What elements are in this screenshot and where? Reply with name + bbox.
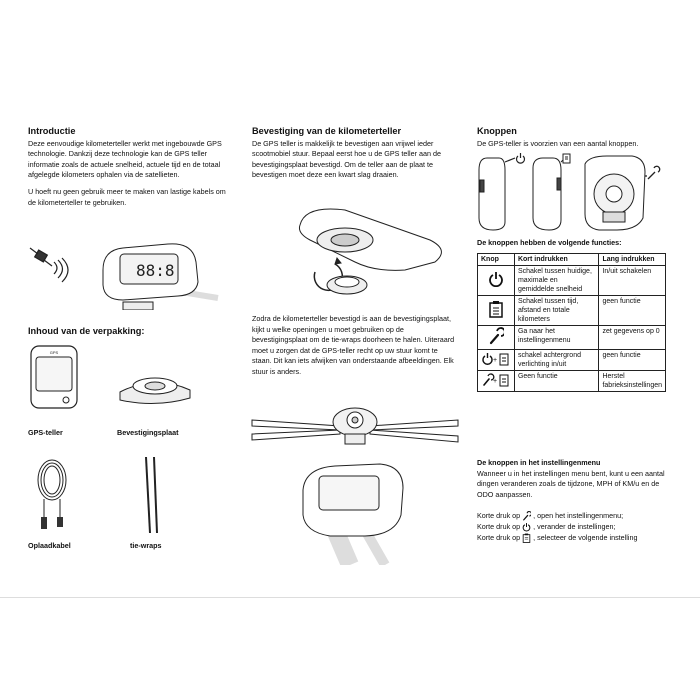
- mount-paragraph-1: De GPS teller is makkelijk te bevestigen aan vrijwel ieder scootmobiel stuur. Bepaal eerst hoe u de GPS teller aan de bevestigingsplaat bevestigd. Om de teller aan de plaat te bevestigen moet deze een kwart slag draaien.: [252, 138, 441, 180]
- instruction-line: [477, 510, 682, 521]
- settings-text: Wanneer u in het instellingen menu bent, kunt u een aantal dingen veranderen zoals de tijdzone, MPH of KM/u en de ODO aanpassen.: [477, 468, 665, 499]
- gps-device-image: [30, 345, 78, 409]
- power-plus-clipboard-icon: [482, 352, 510, 366]
- svg-text:88:8: 88:8: [136, 261, 175, 280]
- mount-section: [252, 126, 457, 187]
- functions-heading: De knoppen hebben de volgende functies:: [477, 238, 622, 247]
- instruction-prefix: Korte druk op: [477, 533, 521, 543]
- intro-title: Introductie: [28, 126, 76, 136]
- satellite-icon: [30, 248, 68, 282]
- table-cell-icon: [478, 371, 515, 392]
- satellite-device-illustration: [28, 240, 228, 310]
- svg-text:+: +: [492, 356, 498, 364]
- buttons-function-table: [477, 253, 666, 392]
- wrench-plus-clipboard-icon: [482, 373, 510, 387]
- table-cell-long: In/uit schakelen: [599, 266, 666, 296]
- table-cell-icon: [478, 266, 515, 296]
- table-cell-long: zet gegevens op 0: [599, 326, 666, 350]
- mounted-on-handlebar-illustration: [295, 460, 410, 565]
- buttons-section: [477, 126, 677, 155]
- intro-paragraph-1: Deze eenvoudige kilometerteller werkt met ingebouwde GPS technologie. Dankzij deze technologie kan de GPS teller informatie zoals de actuele snelheid, actuele tijd en de totaal afgelegde kilometers ophalen via de satellieten.: [28, 138, 222, 180]
- table-cell-short: Schakel tussen huidige, maximale en gemiddelde snelheid: [514, 266, 599, 296]
- instruction-suffix: , verander de instellingen;: [533, 522, 616, 532]
- table-cell-long: geen functie: [599, 350, 666, 371]
- device-brand-label: GPS: [49, 350, 59, 355]
- table-cell-icon: [478, 350, 515, 371]
- mount-paragraph-2-wrap: [252, 314, 457, 384]
- intro-section: [28, 126, 228, 214]
- power-icon: [522, 522, 531, 532]
- settings-heading: De knoppen in het instellingenmenu: [477, 458, 601, 467]
- table-header-kort: Kort indrukken: [514, 254, 599, 266]
- wrench-icon: [522, 511, 531, 521]
- table-cell-icon: [478, 296, 515, 326]
- buttons-intro: De GPS-teller is voorzien van een aantal knoppen.: [477, 138, 639, 148]
- clipboard-icon: [522, 533, 531, 543]
- device-on-handlebar-icon: [103, 244, 218, 310]
- callout-power-icon: [505, 153, 525, 163]
- quarter-turn-illustration: [285, 200, 455, 305]
- page-bottom-edge: [0, 597, 700, 598]
- table-row: [478, 350, 666, 371]
- instruction-prefix: Korte druk op: [477, 522, 521, 532]
- callout-clipboard-icon: [561, 154, 570, 163]
- settings-instructions: [477, 510, 682, 543]
- table-cell-short: schakel achtergrond verlichting in/uit: [514, 350, 599, 371]
- table-cell-long: Herstel fabrieksinstellingen: [599, 371, 666, 392]
- buttons-title: Knoppen: [477, 126, 517, 136]
- table-header-row: [478, 254, 666, 266]
- table-header-lang: Lang indrukken: [599, 254, 666, 266]
- item-gps-teller-label: GPS-teller: [28, 428, 63, 437]
- wrench-icon: [488, 327, 504, 345]
- table-row: [478, 296, 666, 326]
- contents-title: Inhoud van de verpakking:: [28, 326, 145, 336]
- intro-paragraph-2: U hoeft nu geen gebruik meer te maken van lastige kabels om de kilometerteller te gebruiken.: [28, 186, 226, 207]
- table-row: [478, 326, 666, 350]
- table-row: [478, 371, 666, 392]
- instruction-line: [477, 521, 682, 532]
- mount-paragraph-2: Zodra de kilometerteller bevestigd is aan de bevestigingsplaat, kijkt u welke openingen u moet gebruiken op de bevestigingsplaat om de tie-wraps doorheen te halen. Uiteraard moet u zorgen dat de GPS-teller recht op uw stuur komt te staan. Dit kan iets afwijken van onderstaande afbeeldingen. Elk stuur is anders.: [252, 314, 455, 376]
- table-cell-long: geen functie: [599, 296, 666, 326]
- mount-title: Bevestiging van de kilometerteller: [252, 126, 402, 136]
- power-icon: [488, 271, 504, 287]
- charging-cable-image: [30, 455, 75, 535]
- item-bevestigingsplaat-label: Bevestigingsplaat: [117, 428, 179, 437]
- instruction-suffix: , selecteer de volgende instelling: [533, 533, 638, 543]
- clipboard-icon: [488, 300, 504, 318]
- item-oplaadkabel-label: Oplaadkabel: [28, 541, 71, 550]
- table-cell-icon: [478, 326, 515, 350]
- instruction-suffix: , open het instellingenmenu;: [533, 511, 624, 520]
- table-cell-short: Schakel tussen tijd, afstand en totale kilometers: [514, 296, 599, 326]
- callout-wrench-icon: [645, 166, 660, 179]
- table-cell-short: Geen functie: [514, 371, 599, 392]
- mounting-plate-image: [115, 372, 195, 410]
- table-row: [478, 266, 666, 296]
- settings-section: [477, 458, 677, 500]
- item-tie-wraps-label: tie-wraps: [130, 541, 162, 550]
- instruction-prefix: Korte druk op: [477, 511, 521, 520]
- table-cell-short: Ga naar het instellingenmenu: [514, 326, 599, 350]
- svg-text:+: +: [492, 377, 498, 385]
- instruction-line: [477, 532, 682, 543]
- tie-wrap-mount-illustration: [250, 400, 460, 450]
- device-buttons-illustration: [477, 152, 677, 232]
- table-header-knop: Knop: [478, 254, 515, 266]
- tie-wraps-image: [140, 455, 165, 535]
